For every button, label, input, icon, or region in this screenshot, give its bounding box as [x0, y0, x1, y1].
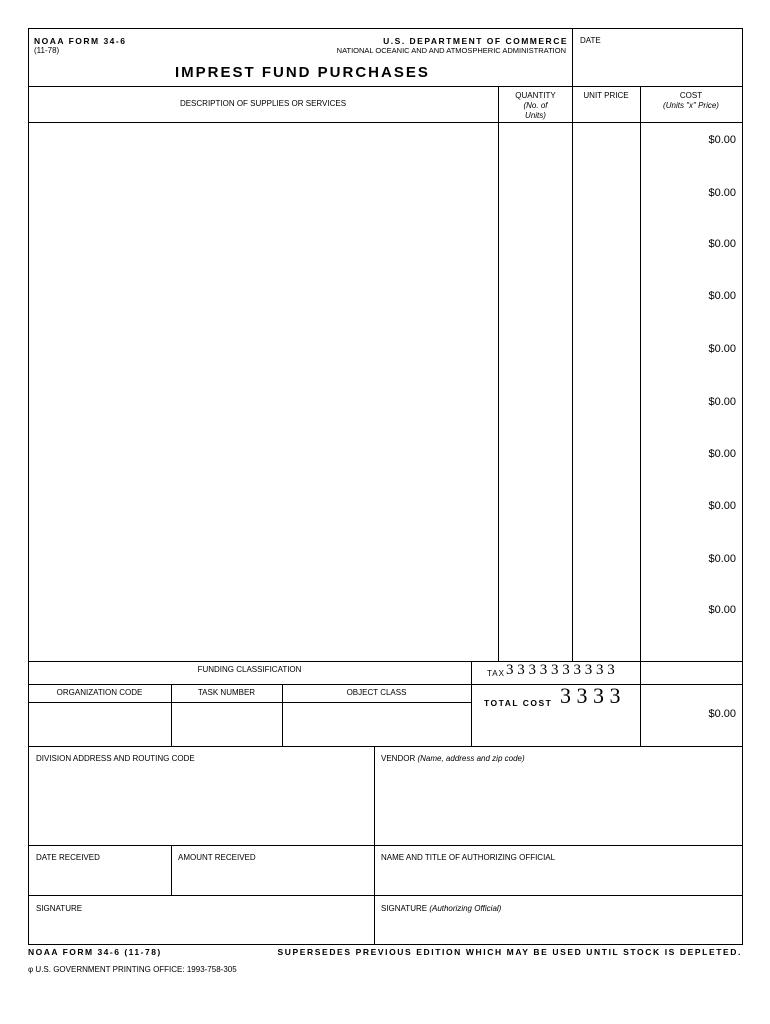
signature-top-rule: [28, 895, 743, 896]
funding-col-divider-1: [171, 684, 172, 746]
row-cost: $0.00: [708, 448, 736, 460]
row-cost: $0.00: [708, 500, 736, 512]
row-cost: $0.00: [708, 343, 736, 355]
task-number-label: TASK NUMBER: [197, 688, 256, 697]
printing-office-text: U.S. GOVERNMENT PRINTING OFFICE: 1993-758-305: [35, 965, 237, 974]
object-class-label: OBJECT CLASS: [346, 688, 407, 697]
row-cost: $0.00: [708, 290, 736, 302]
col-header-unit-price: UNIT PRICE: [583, 91, 629, 100]
footer-supersedes: SUPERSEDES PREVIOUS EDITION WHICH MAY BE USED UNTIL STOCK IS DEPLETED.: [277, 947, 742, 957]
division-address-field[interactable]: [30, 766, 372, 844]
footer-form-id: NOAA FORM 34-6 (11-78): [28, 947, 162, 957]
vendor-field[interactable]: [376, 766, 740, 844]
task-number-field[interactable]: [173, 704, 280, 744]
signature-label: SIGNATURE: [36, 904, 83, 913]
items-bottom-rule: [28, 661, 743, 662]
date-field[interactable]: [580, 50, 738, 84]
date-label: DATE: [580, 36, 601, 45]
quantity-col-divider: [498, 86, 499, 661]
vendor-label: [381, 754, 525, 764]
form-left-border: [28, 28, 29, 945]
funding-sub-rule: [28, 684, 471, 685]
row-cost: $0.00: [708, 604, 736, 616]
division-address-label: DIVISION ADDRESS AND ROUTING CODE: [36, 754, 195, 763]
signature-authorizing-text: SIGNATURE: [381, 904, 428, 913]
total-cost-amount: $0.00: [708, 708, 736, 720]
form-bottom-border: [28, 944, 743, 945]
total-cost-label: TOTAL COST: [484, 698, 553, 708]
col-header-description: DESCRIPTION OF SUPPLIES OR SERVICES: [179, 99, 347, 108]
row-cost: $0.00: [708, 134, 736, 146]
form-id: NOAA FORM 34-6: [34, 36, 127, 46]
tax-label: TAX: [487, 669, 505, 678]
unit-price-col-divider: [572, 86, 573, 661]
object-class-field[interactable]: [284, 704, 469, 744]
vendor-bottom-rule: [28, 845, 743, 846]
funding-classification-label: FUNDING CLASSIFICATION: [197, 665, 302, 674]
footer-printing-office: [28, 965, 237, 975]
vendor-label-note: (Name, address and zip code): [417, 754, 525, 763]
row-cost: $0.00: [708, 396, 736, 408]
funding-col-divider-2: [282, 684, 283, 746]
signature-authorizing-note: (Authorizing Official): [429, 904, 502, 913]
form-right-border: [742, 28, 743, 945]
col-header-bottom-rule: [28, 122, 743, 123]
date-received-field[interactable]: [30, 865, 169, 894]
signature-field[interactable]: [30, 916, 372, 943]
funding-right-divider: [471, 661, 472, 746]
agency-name: NATIONAL OCEANIC AND AND ATMOSPHERIC ADMINISTRATION: [336, 46, 566, 55]
department-name: U.S. DEPARTMENT OF COMMERCE: [383, 36, 568, 46]
org-code-field[interactable]: [30, 704, 169, 744]
date-received-label: DATE RECEIVED: [36, 853, 100, 862]
received-divider: [171, 845, 172, 895]
signature-authorizing-field[interactable]: [376, 916, 740, 943]
col-header-quantity-sub1: (No. of: [523, 101, 548, 110]
funding-bottom-rule: [28, 746, 743, 747]
form-top-border: [28, 28, 743, 29]
funding-label-rule: [28, 702, 471, 703]
total-value[interactable]: 3 3 3 3: [560, 683, 621, 708]
col-header-cost: COST: [679, 91, 703, 100]
col-header-quantity: QUANTITY: [515, 91, 556, 100]
header-bottom-rule: [28, 86, 743, 87]
row-cost: $0.00: [708, 238, 736, 250]
gpo-symbol: φ: [28, 965, 34, 974]
tax-value[interactable]: 3 3 3 3 3 3 3 3 3 3: [506, 662, 615, 678]
amount-received-label: AMOUNT RECEIVED: [178, 853, 256, 862]
col-header-cost-sub: (Units "x" Price): [663, 101, 719, 110]
amount-received-field[interactable]: [173, 865, 372, 894]
cost-col-divider: [640, 86, 641, 746]
row-cost: $0.00: [708, 187, 736, 199]
authorizing-official-field[interactable]: [376, 865, 740, 894]
signature-authorizing-label: [381, 904, 501, 914]
form-date: (11-78): [34, 46, 60, 55]
items-area[interactable]: [30, 124, 496, 660]
vendor-label-text: VENDOR: [381, 754, 416, 763]
row-cost: $0.00: [708, 553, 736, 565]
form-title: IMPREST FUND PURCHASES: [175, 64, 430, 81]
authorizing-official-label: NAME AND TITLE OF AUTHORIZING OFFICIAL: [381, 853, 556, 862]
col-header-quantity-sub2: Units): [525, 111, 546, 120]
org-code-label: ORGANIZATION CODE: [56, 688, 143, 697]
date-box-divider: [572, 28, 573, 86]
